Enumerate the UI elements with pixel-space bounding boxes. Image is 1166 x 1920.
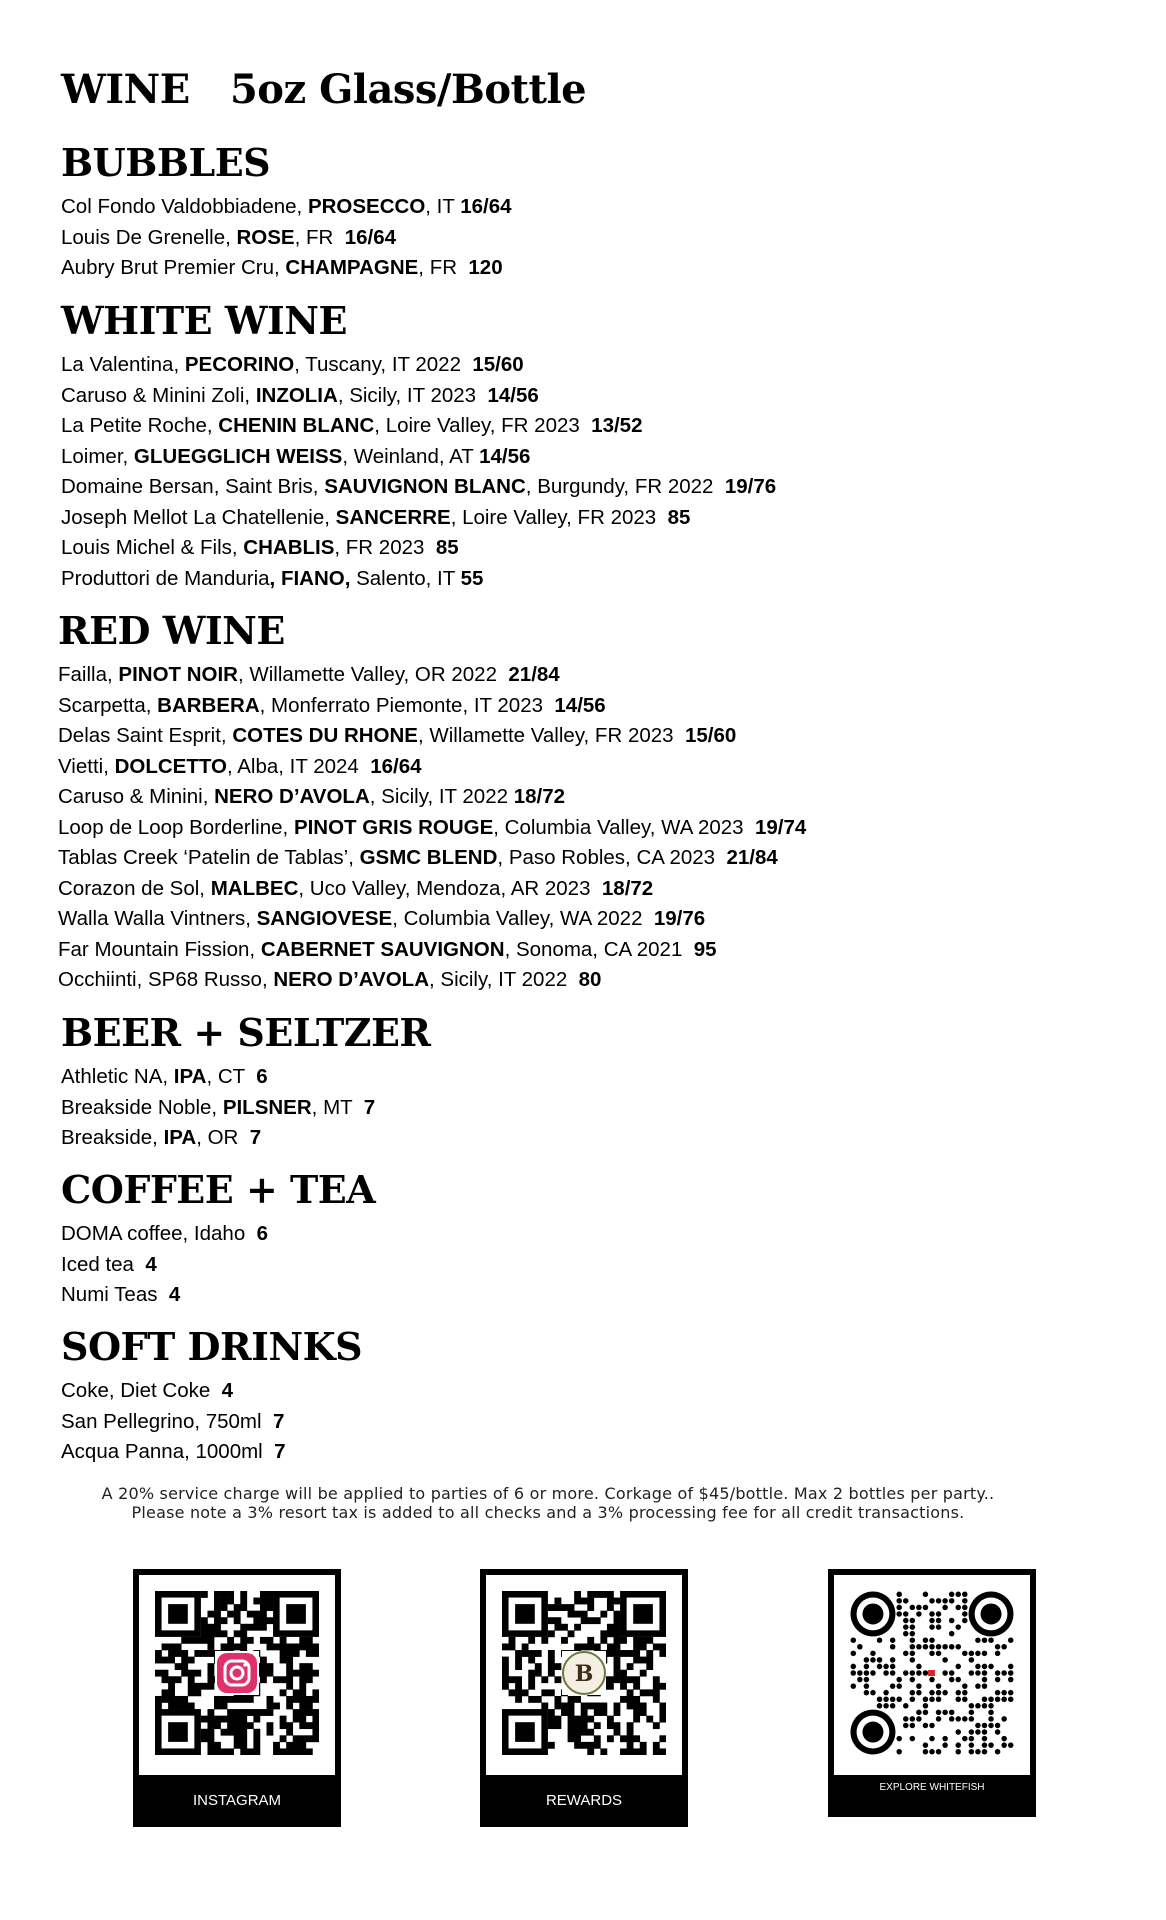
item-varietal: MALBEC bbox=[210, 876, 299, 900]
section-bubbles bbox=[61, 140, 512, 284]
instagram-label: INSTAGRAM bbox=[192, 1792, 282, 1809]
item-description: Breakside Noble, bbox=[61, 1095, 223, 1119]
item-price: 7 bbox=[272, 1409, 285, 1433]
menu-item bbox=[61, 381, 776, 412]
menu-item bbox=[61, 472, 776, 503]
item-origin: , Weinland, AT bbox=[342, 444, 480, 468]
explore-red-dot-icon bbox=[928, 1670, 935, 1676]
rewards-label: REWARDS bbox=[545, 1792, 623, 1809]
item-varietal: NERO D’AVOLA bbox=[214, 785, 370, 808]
item-description: La Petite Roche, bbox=[61, 414, 219, 437]
item-description: Acqua Panna, 1000ml bbox=[61, 1440, 275, 1463]
item-price: 6 bbox=[256, 1065, 268, 1088]
item-price: 85 bbox=[667, 505, 691, 529]
instagram-qr-card[interactable] bbox=[133, 1569, 341, 1827]
menu-item bbox=[58, 813, 806, 844]
item-origin: , Columbia Valley, WA 2022 bbox=[392, 907, 654, 930]
menu-item bbox=[61, 1280, 375, 1311]
menu-item bbox=[61, 223, 512, 254]
item-description: Caruso & Minini, bbox=[58, 785, 215, 808]
menu-item bbox=[61, 192, 512, 223]
item-varietal: PROSECCO bbox=[307, 195, 426, 218]
item-varietal: BARBERA bbox=[157, 693, 260, 717]
item-description: Aubry Brut Premier Cru, bbox=[61, 256, 286, 279]
item-description: Vietti, bbox=[58, 754, 115, 778]
item-description: Caruso & Minini Zoli, bbox=[61, 383, 256, 407]
item-description: Col Fondo Valdobbiadene, bbox=[61, 195, 308, 218]
item-varietal: PILSNER bbox=[222, 1095, 312, 1119]
item-varietal: SANGIOVESE bbox=[256, 907, 393, 930]
item-description: Domaine Bersan, Saint Bris, bbox=[61, 475, 325, 498]
item-varietal: DOLCETTO bbox=[114, 754, 227, 778]
item-price: 16/64 bbox=[460, 195, 512, 218]
section-red-wine bbox=[58, 608, 806, 996]
instagram-icon bbox=[217, 1653, 257, 1693]
section-heading: BEER + SELTZER bbox=[61, 1010, 431, 1055]
menu-item bbox=[58, 721, 806, 752]
menu-item bbox=[61, 1219, 375, 1250]
item-price: 16/64 bbox=[370, 754, 422, 778]
item-varietal: GLUEGGLICH WEISS bbox=[133, 444, 343, 468]
item-description: Coke, Diet Coke bbox=[61, 1379, 222, 1402]
item-description: Numi Teas bbox=[61, 1283, 169, 1306]
item-varietal: CHAMPAGNE bbox=[285, 256, 419, 279]
item-varietal: SANCERRE bbox=[335, 505, 451, 529]
item-origin: , Sicily, IT 2022 bbox=[429, 968, 579, 991]
item-price: 16/64 bbox=[344, 225, 397, 249]
item-description: La Valentina, bbox=[61, 353, 185, 376]
item-price: 19/76 bbox=[724, 475, 777, 498]
item-price: 15/60 bbox=[684, 724, 737, 747]
menu-item bbox=[61, 1407, 362, 1438]
item-origin: Salento, IT bbox=[350, 566, 461, 590]
section-heading: COFFEE + TEA bbox=[61, 1167, 376, 1212]
item-varietal: INZOLIA bbox=[255, 383, 338, 407]
instagram-qr-code[interactable] bbox=[155, 1591, 319, 1755]
item-varietal: COTES DU RHONE bbox=[232, 724, 418, 747]
item-price: 95 bbox=[693, 937, 717, 961]
menu-item bbox=[61, 411, 776, 442]
item-description: Failla, bbox=[58, 663, 119, 686]
explore-whitefish-qr-card[interactable] bbox=[828, 1569, 1036, 1817]
menu-item bbox=[58, 691, 806, 722]
section-heading: BUBBLES bbox=[61, 140, 271, 185]
item-price: 4 bbox=[145, 1252, 157, 1276]
section-soft-drinks bbox=[61, 1324, 362, 1468]
item-description: Scarpetta, bbox=[58, 693, 158, 717]
section-heading: SOFT DRINKS bbox=[61, 1324, 363, 1369]
item-price: 21/84 bbox=[726, 846, 778, 869]
item-price: 7 bbox=[363, 1095, 376, 1119]
item-description: DOMA coffee, Idaho bbox=[61, 1222, 257, 1245]
item-varietal: NERO D’AVOLA bbox=[273, 968, 429, 991]
rewards-qr-code[interactable] bbox=[502, 1591, 666, 1755]
rewards-qr-card[interactable] bbox=[480, 1569, 688, 1827]
item-description: Iced tea bbox=[61, 1252, 146, 1276]
item-price: 120 bbox=[468, 256, 503, 279]
item-description: Athletic NA, bbox=[61, 1065, 174, 1088]
item-description: San Pellegrino, 750ml bbox=[61, 1409, 273, 1433]
item-description: Delas Saint Esprit, bbox=[58, 724, 233, 747]
item-origin: , Burgundy, FR 2022 bbox=[525, 475, 725, 498]
item-origin: , Monferrato Piemonte, IT 2023 bbox=[259, 693, 555, 717]
item-origin: , Loire Valley, FR 2023 bbox=[450, 505, 668, 529]
item-price: 55 bbox=[460, 566, 484, 590]
item-origin: , MT bbox=[311, 1095, 364, 1119]
item-origin: , Uco Valley, Mendoza, AR 2023 bbox=[298, 876, 602, 900]
item-origin: , Paso Robles, CA 2023 bbox=[497, 846, 727, 869]
item-price: 19/76 bbox=[653, 907, 706, 930]
menu-item bbox=[61, 503, 776, 534]
item-varietal: PINOT GRIS ROUGE bbox=[293, 815, 494, 839]
item-varietal: , FIANO, bbox=[269, 566, 351, 590]
item-origin: , IT bbox=[425, 195, 461, 218]
menu-item bbox=[58, 752, 806, 783]
item-description: Loimer, bbox=[61, 444, 134, 468]
section-beer-seltzer bbox=[61, 1010, 431, 1154]
item-origin: , CT bbox=[206, 1065, 257, 1088]
item-varietal: CABERNET SAUVIGNON bbox=[260, 937, 505, 961]
item-origin: , Tuscany, IT 2022 bbox=[294, 353, 473, 376]
item-varietal: GSMC BLEND bbox=[359, 846, 498, 869]
footnote-line-2: Please note a 3% resort tax is added to all checks and a 3% processing fee for all credit transactions. bbox=[131, 1503, 965, 1522]
item-description: Occhiinti, SP68 Russo, bbox=[58, 968, 274, 991]
item-varietal: CHENIN BLANC bbox=[218, 414, 375, 437]
item-varietal: IPA bbox=[163, 1126, 197, 1149]
item-origin: , Sicily, IT 2023 bbox=[337, 383, 488, 407]
menu-item bbox=[58, 782, 806, 813]
item-origin: , FR bbox=[418, 256, 469, 279]
section-white-wine bbox=[61, 298, 776, 594]
item-price: 18/72 bbox=[601, 876, 654, 900]
section-heading: WHITE WINE bbox=[61, 298, 347, 343]
menu-item bbox=[58, 935, 806, 966]
menu-item bbox=[58, 965, 806, 996]
item-origin: , OR bbox=[196, 1126, 250, 1149]
item-price: 14/56 bbox=[479, 444, 531, 468]
item-description: Joseph Mellot La Chatellenie, bbox=[61, 505, 336, 529]
menu-item bbox=[61, 350, 776, 381]
item-price: 85 bbox=[435, 536, 459, 559]
item-description: Loop de Loop Borderline, bbox=[58, 815, 294, 839]
item-varietal: PINOT NOIR bbox=[118, 663, 238, 686]
menu-item bbox=[58, 843, 806, 874]
item-description: Produttori de Manduria bbox=[61, 566, 270, 590]
menu-item bbox=[61, 1250, 375, 1281]
item-origin: , Willamette Valley, FR 2023 bbox=[417, 724, 685, 747]
menu-item bbox=[61, 442, 776, 473]
page-title: WINE 5oz Glass/Bottle bbox=[61, 66, 587, 113]
explore-whitefish-label: EXPLORE WHITEFISH bbox=[879, 1782, 985, 1793]
item-price: 7 bbox=[274, 1440, 286, 1463]
item-price: 4 bbox=[221, 1379, 234, 1402]
section-heading: RED WINE bbox=[58, 608, 285, 653]
item-origin: , FR bbox=[294, 225, 345, 249]
item-origin: , FR 2023 bbox=[334, 536, 436, 559]
menu-item bbox=[58, 904, 806, 935]
item-varietal: ROSE bbox=[236, 225, 295, 249]
menu-item bbox=[61, 253, 512, 284]
item-price: 18/72 bbox=[513, 785, 566, 808]
item-price: 14/56 bbox=[554, 693, 606, 717]
item-varietal: IPA bbox=[173, 1065, 207, 1088]
item-varietal: CHABLIS bbox=[243, 536, 335, 559]
item-price: 80 bbox=[578, 968, 602, 991]
item-description: Corazon de Sol, bbox=[58, 876, 211, 900]
item-description: Breakside, bbox=[61, 1126, 164, 1149]
item-origin: , Sonoma, CA 2021 bbox=[504, 937, 694, 961]
menu-item bbox=[61, 564, 776, 595]
item-origin: , Alba, IT 2024 bbox=[226, 754, 371, 778]
item-origin: , Sicily, IT 2022 bbox=[369, 785, 514, 808]
menu-item bbox=[61, 1062, 431, 1093]
item-origin: , Loire Valley, FR 2023 bbox=[374, 414, 592, 437]
menu-item bbox=[61, 1437, 362, 1468]
item-origin: , Willamette Valley, OR 2022 bbox=[237, 663, 509, 686]
item-description: Walla Walla Vintners, bbox=[58, 907, 257, 930]
item-description: Tablas Creek ‘Patelin de Tablas’, bbox=[58, 846, 360, 869]
footnote bbox=[0, 1484, 1096, 1522]
item-price: 13/52 bbox=[591, 414, 643, 437]
item-description: Far Mountain Fission, bbox=[58, 937, 261, 961]
item-description: Louis Michel & Fils, bbox=[61, 536, 244, 559]
item-price: 19/74 bbox=[754, 815, 807, 839]
explore-whitefish-qr-code[interactable] bbox=[850, 1591, 1014, 1755]
menu-item bbox=[61, 1093, 431, 1124]
rewards-logo-letter: B bbox=[574, 1661, 594, 1687]
item-varietal: SAUVIGNON BLANC bbox=[324, 475, 526, 498]
item-price: 7 bbox=[249, 1126, 262, 1149]
item-price: 14/56 bbox=[487, 383, 539, 407]
footnote-line-1: A 20% service charge will be applied to parties of 6 or more. Corkage of $45/bottle. Max 2 bottles per party.. bbox=[101, 1484, 995, 1503]
menu-item bbox=[61, 533, 776, 564]
menu-item bbox=[61, 1376, 362, 1407]
item-price: 21/84 bbox=[508, 663, 560, 686]
item-varietal: PECORINO bbox=[184, 353, 295, 376]
item-description: Louis De Grenelle, bbox=[61, 225, 237, 249]
menu-item bbox=[61, 1123, 431, 1154]
item-origin: , Columbia Valley, WA 2023 bbox=[493, 815, 755, 839]
menu-item bbox=[58, 660, 806, 691]
item-price: 6 bbox=[256, 1222, 269, 1245]
menu-item bbox=[58, 874, 806, 905]
item-price: 4 bbox=[168, 1283, 181, 1306]
item-price: 15/60 bbox=[472, 353, 524, 376]
section-coffee-tea bbox=[61, 1167, 375, 1311]
